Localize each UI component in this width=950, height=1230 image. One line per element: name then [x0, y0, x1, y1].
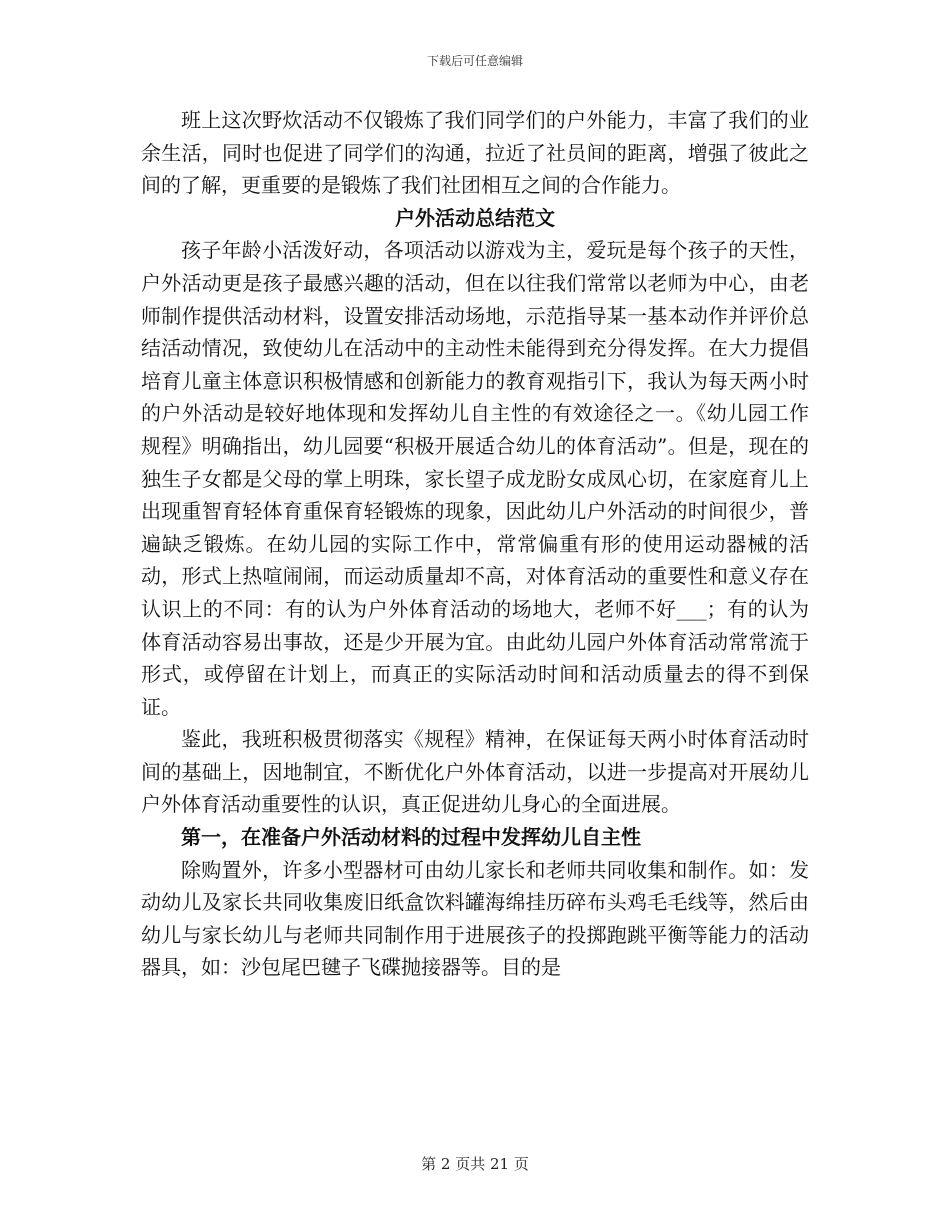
page-header: 下载后可任意编辑 — [426, 54, 523, 68]
paragraph-picnic-summary: 班上这次野炊活动不仅锻炼了我们同学们的户外能力，丰富了我们的业余生活，同时也促进了同学们的沟通，拉近了社员间的距离，增强了彼此之间的了解，更重要的是锻炼了我们社团相互之间的合作能力。 — [141, 108, 809, 198]
article-title: 户外活动总结范文 — [395, 205, 555, 230]
paragraph-outdoor-intro: 孩子年龄小活泼好动，各项活动以游戏为主，爱玩是每个孩子的天性，户外活动更是孩子最感兴趣的活动，但在以往我们常常以老师为中心，由老师制作提供活动材料，设置安排活动场地，示范指导某一基本动作并评价总结活动情况，致使幼儿在活动中的主动性未能得到充分得发挥。在大力提倡培育儿童主体意识积极情感和创新能力的教育观指引下，我认为每天两小时的户外活动是较好地体现和发挥幼儿自主性的有效途径之一。《幼儿园工作规程》明确指出，幼儿园要“积极开展适合幼儿的体育活动”。但是，现在的独生子女都是父母的掌上明珠，家长望子成龙盼女成凤心切，在家庭育儿上出现重智育轻体育重保育轻锻炼的现象，因此幼儿户外活动的时间很少，普遍缺乏锻炼。在幼儿园的实际工作中，常常偏重有形的使用运动器械的活动，形式上热喧闹闹，而运动质量却不高，对体育活动的重要性和意义存在认识上的不同：有的认为户外体育活动的场地大，老师不好___；有的认为体育活动容易出事故，还是少开展为宜。由此幼儿园户外体育活动常常流于形式，或停留在计划上，而真正的实际活动时间和活动质量去的得不到保证。 — [141, 238, 809, 719]
paragraph-materials: 除购置外，许多小型器材可由幼儿家长和老师共同收集和制作。如：发动幼儿及家长共同收集废旧纸盒饮料罐海绵挂历碎布头鸡毛毛线等，然后由幼儿与家长幼儿与老师共同制作用于进展孩子的投掷跑跳平衡等能力的活动器具，如：沙包尾巴毽子飞碟抛接器等。目的是 — [141, 857, 809, 980]
paragraph-class-measures: 鉴此，我班积极贯彻落实《规程》精神，在保证每天两小时体育活动时间的基础上，因地制宜，不断优化户外体育活动，以进一步提高对开展幼儿户外体育活动重要性的认识，真正促进幼儿身心的全面进展。 — [141, 727, 809, 817]
section-heading-first: 第一，在准备户外活动材料的过程中发挥幼儿自主性 — [181, 825, 641, 850]
page-footer: 第 2 页共 21 页 — [421, 1155, 529, 1173]
document-body — [141, 104, 809, 984]
